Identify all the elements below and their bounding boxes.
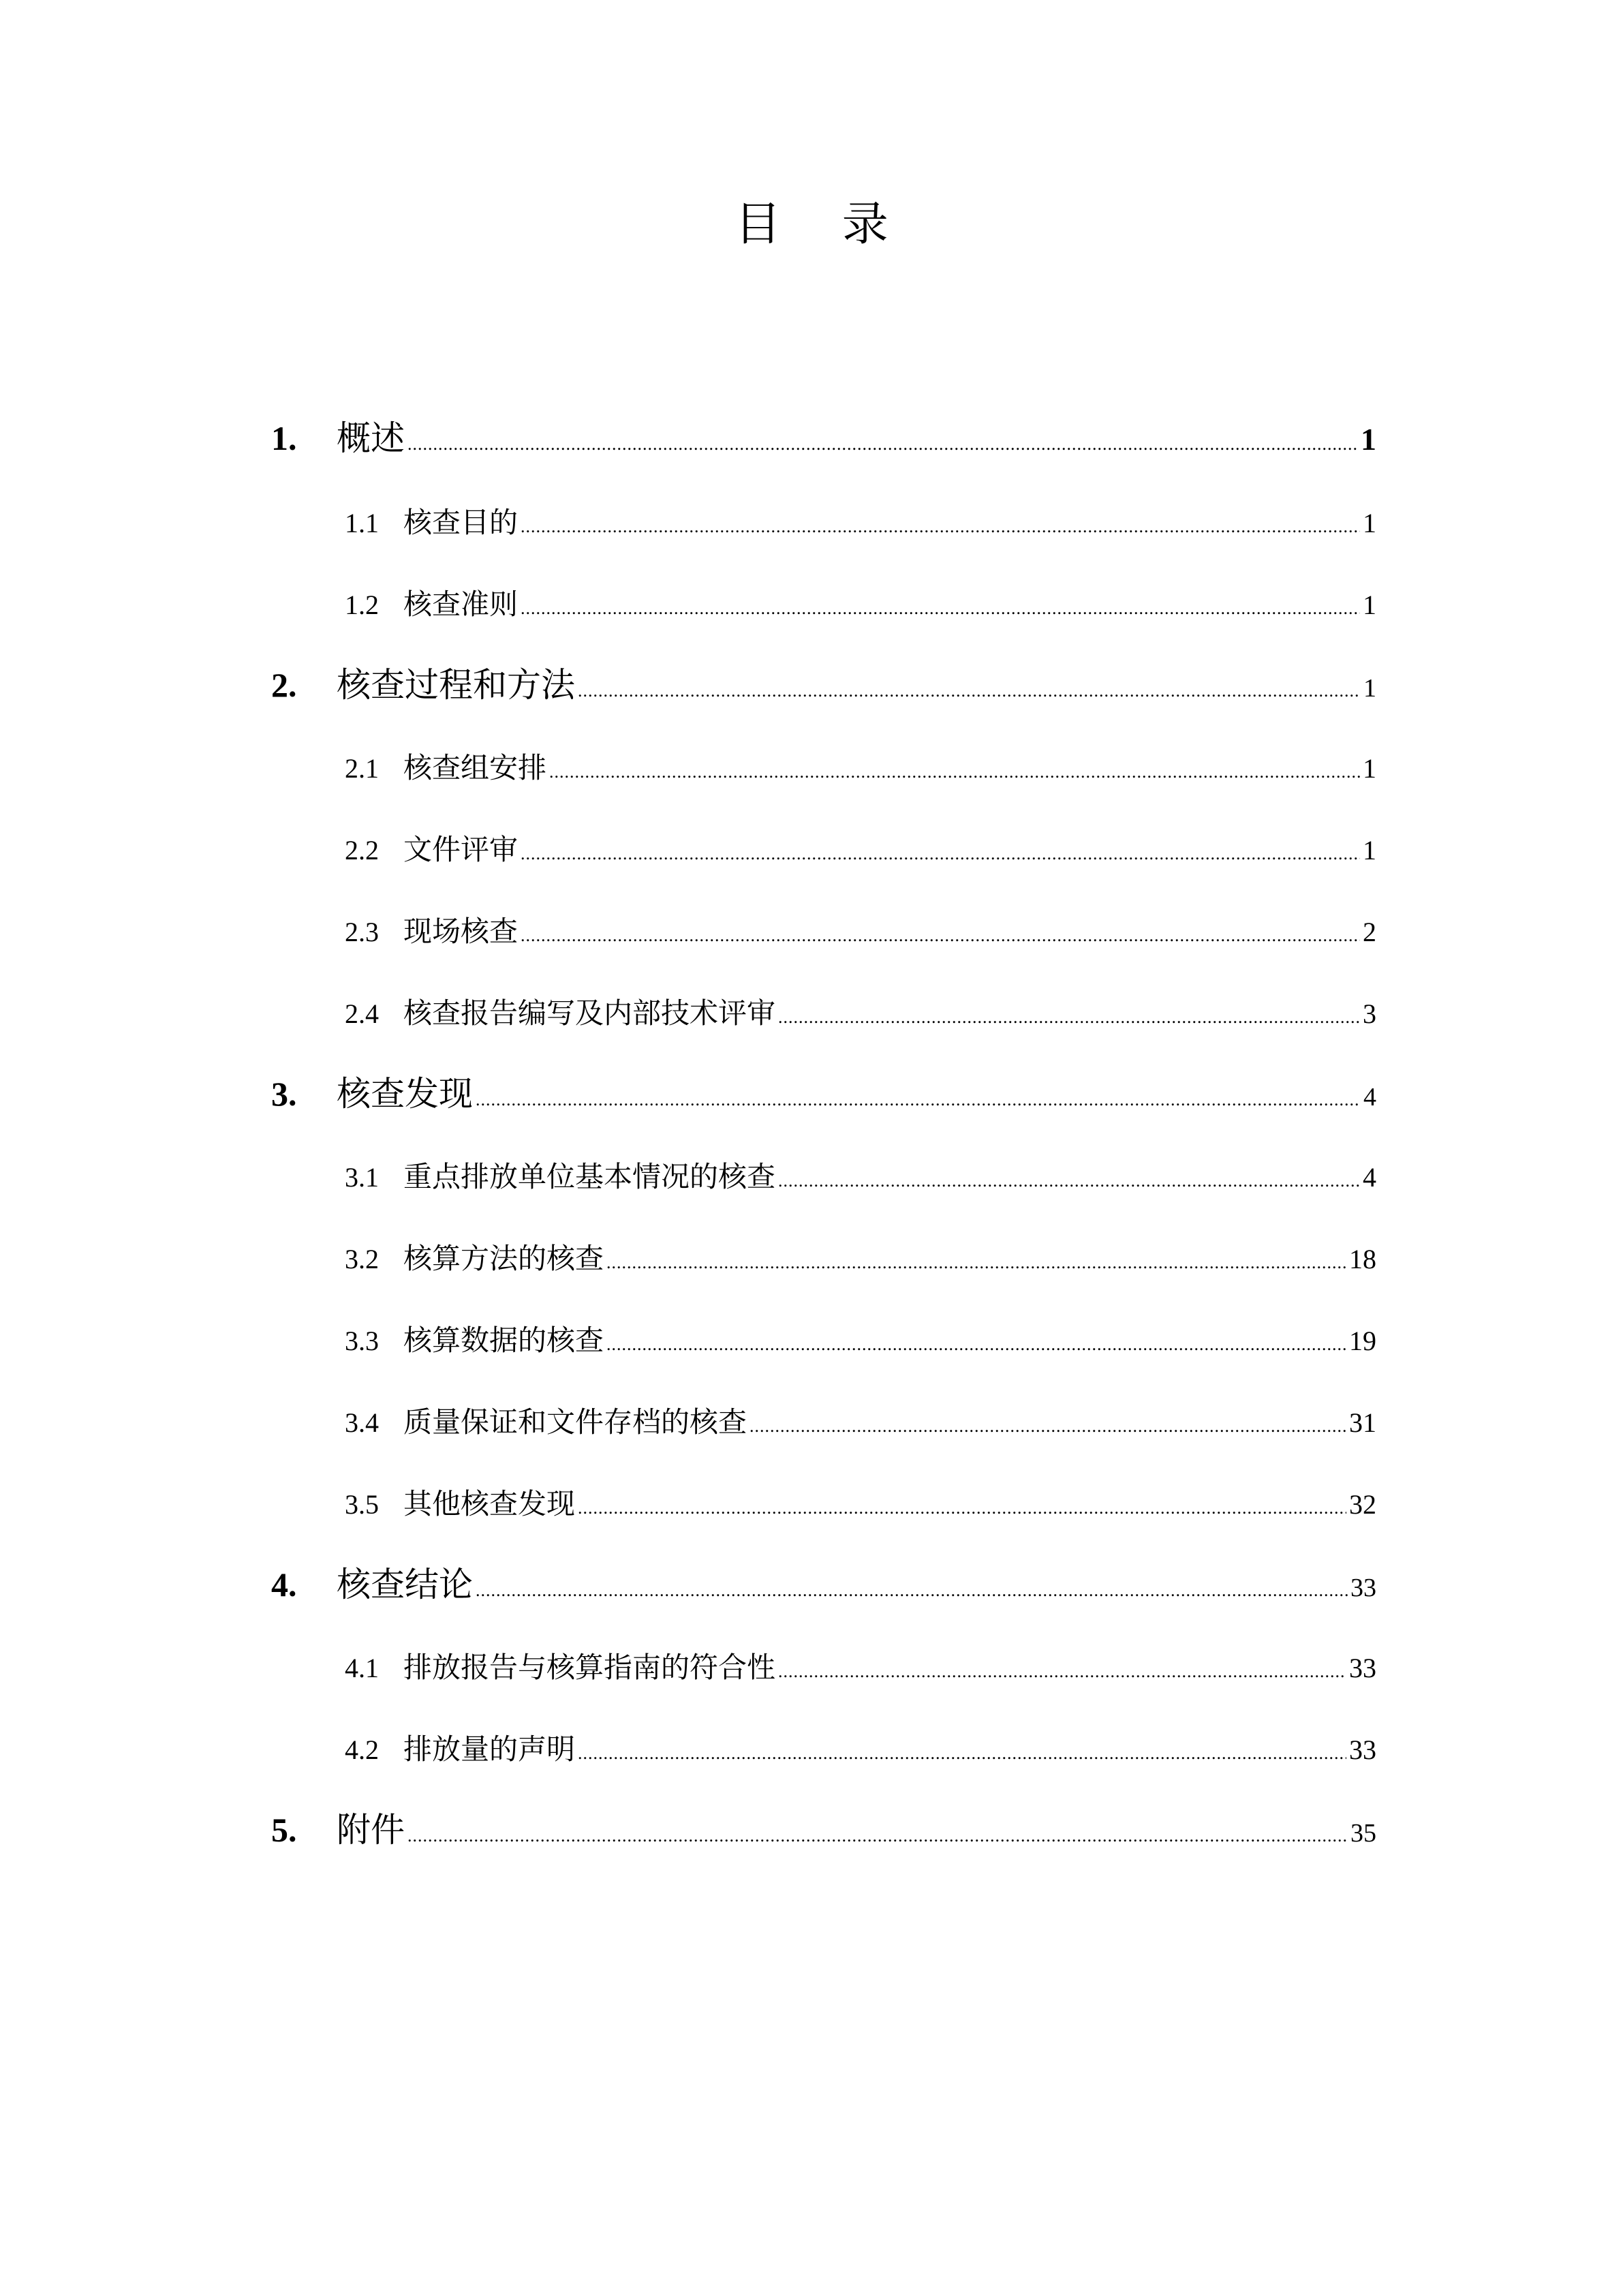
toc-label: 核查过程和方法 [337,665,575,705]
toc-number: 3. [271,1075,297,1113]
dot-leader [521,912,1360,960]
toc-label: 核查发现 [337,1074,473,1114]
toc-entry-2-2[interactable] [345,826,1376,874]
toc-page-number: 1 [1363,590,1376,620]
toc-number: 2.1 [345,753,379,784]
toc-number: 4.2 [345,1734,379,1765]
toc-entry-3-1[interactable] [345,1153,1376,1201]
dot-leader [521,585,1360,632]
toc-number: 3.2 [345,1244,379,1274]
dot-leader [578,1484,1346,1532]
toc-number: 2.2 [345,835,379,866]
toc-page-number: 1 [1363,508,1376,538]
toc-page-number: 33 [1349,1653,1376,1683]
dot-leader [606,1239,1346,1287]
toc-entry-3[interactable] [271,1070,1376,1118]
toc-entry-2-1[interactable] [345,744,1376,792]
toc-number: 3.3 [345,1326,379,1356]
toc-entry-2-3[interactable] [345,908,1376,955]
toc-number: 4.1 [345,1653,379,1683]
toc-entry-4-2[interactable] [345,1726,1376,1773]
toc-label: 核算方法的核查 [403,1242,604,1275]
toc-entry-3-4[interactable] [345,1398,1376,1446]
toc-entry-1[interactable] [271,414,1376,462]
toc-number: 1.2 [345,590,379,620]
toc-number: 1.1 [345,508,379,538]
toc-page-number: 19 [1349,1326,1376,1356]
toc-label: 质量保证和文件存档的核查 [403,1405,747,1439]
toc-label: 现场核查 [403,915,519,948]
toc-label: 附件 [337,1810,405,1850]
dot-leader [407,1812,1348,1860]
toc-label: 核查结论 [337,1565,473,1604]
toc-entry-1-1[interactable] [345,499,1376,547]
toc-page-number: 1 [1363,753,1376,784]
dot-leader [778,994,1360,1041]
dot-leader [778,1157,1360,1205]
toc-entry-3-5[interactable] [345,1480,1376,1528]
dot-leader [549,748,1360,796]
toc-label: 核查目的 [403,506,519,539]
toc-label: 核查准则 [403,587,519,621]
page-title: 目 录 [735,198,912,251]
toc-page-number: 1 [1363,674,1376,703]
toc-number: 2.3 [345,917,379,947]
toc-entry-5[interactable] [271,1806,1376,1854]
toc-page-number: 35 [1350,1819,1376,1848]
toc-entry-2-4[interactable] [345,990,1376,1037]
toc-label: 文件评审 [403,833,519,866]
dot-leader [476,1076,1361,1124]
toc-entry-3-2[interactable] [345,1235,1376,1283]
toc-label: 核算数据的核查 [403,1323,604,1357]
dot-leader [521,830,1360,878]
toc-page-number: 1 [1361,422,1376,457]
toc-page-number: 33 [1349,1734,1376,1765]
toc-number: 1. [271,419,297,457]
dot-leader [476,1567,1348,1614]
dot-leader [606,1321,1346,1368]
toc-number: 3.5 [345,1489,379,1520]
toc-label: 排放报告与核算指南的符合性 [403,1651,776,1684]
toc-page-number: 2 [1363,917,1376,947]
toc-number: 5. [271,1811,297,1849]
dot-leader [578,1730,1346,1777]
toc-entry-2[interactable] [271,661,1376,709]
toc-page-number: 31 [1349,1407,1376,1438]
dot-leader [578,667,1361,715]
toc-page-number: 18 [1349,1244,1376,1274]
toc-page-number: 1 [1363,835,1376,866]
toc-entry-1-2[interactable] [345,581,1376,628]
toc-number: 3.4 [345,1407,379,1438]
toc-entry-4-1[interactable] [345,1644,1376,1692]
toc-number: 2. [271,666,297,704]
dot-leader [778,1648,1346,1696]
toc-entry-3-3[interactable] [345,1317,1376,1364]
toc-label: 重点排放单位基本情况的核查 [403,1160,776,1193]
toc-entry-4[interactable] [271,1561,1376,1608]
dot-leader [749,1403,1346,1450]
toc-page-number: 33 [1350,1574,1376,1602]
toc-page-number: 4 [1363,1162,1376,1193]
dot-leader [521,503,1360,551]
toc-page-number: 3 [1363,998,1376,1029]
toc-number: 2.4 [345,998,379,1029]
toc-page-number: 32 [1349,1489,1376,1520]
toc-label: 其他核查发现 [403,1487,576,1520]
dot-leader [407,420,1358,468]
toc-label: 核查组安排 [403,751,547,784]
toc-page-number: 4 [1363,1083,1376,1112]
toc-label: 核查报告编写及内部技术评审 [403,996,776,1030]
toc-label: 概述 [337,418,405,458]
toc-number: 4. [271,1565,297,1604]
toc-label: 排放量的声明 [403,1732,576,1766]
toc-number: 3.1 [345,1162,379,1193]
